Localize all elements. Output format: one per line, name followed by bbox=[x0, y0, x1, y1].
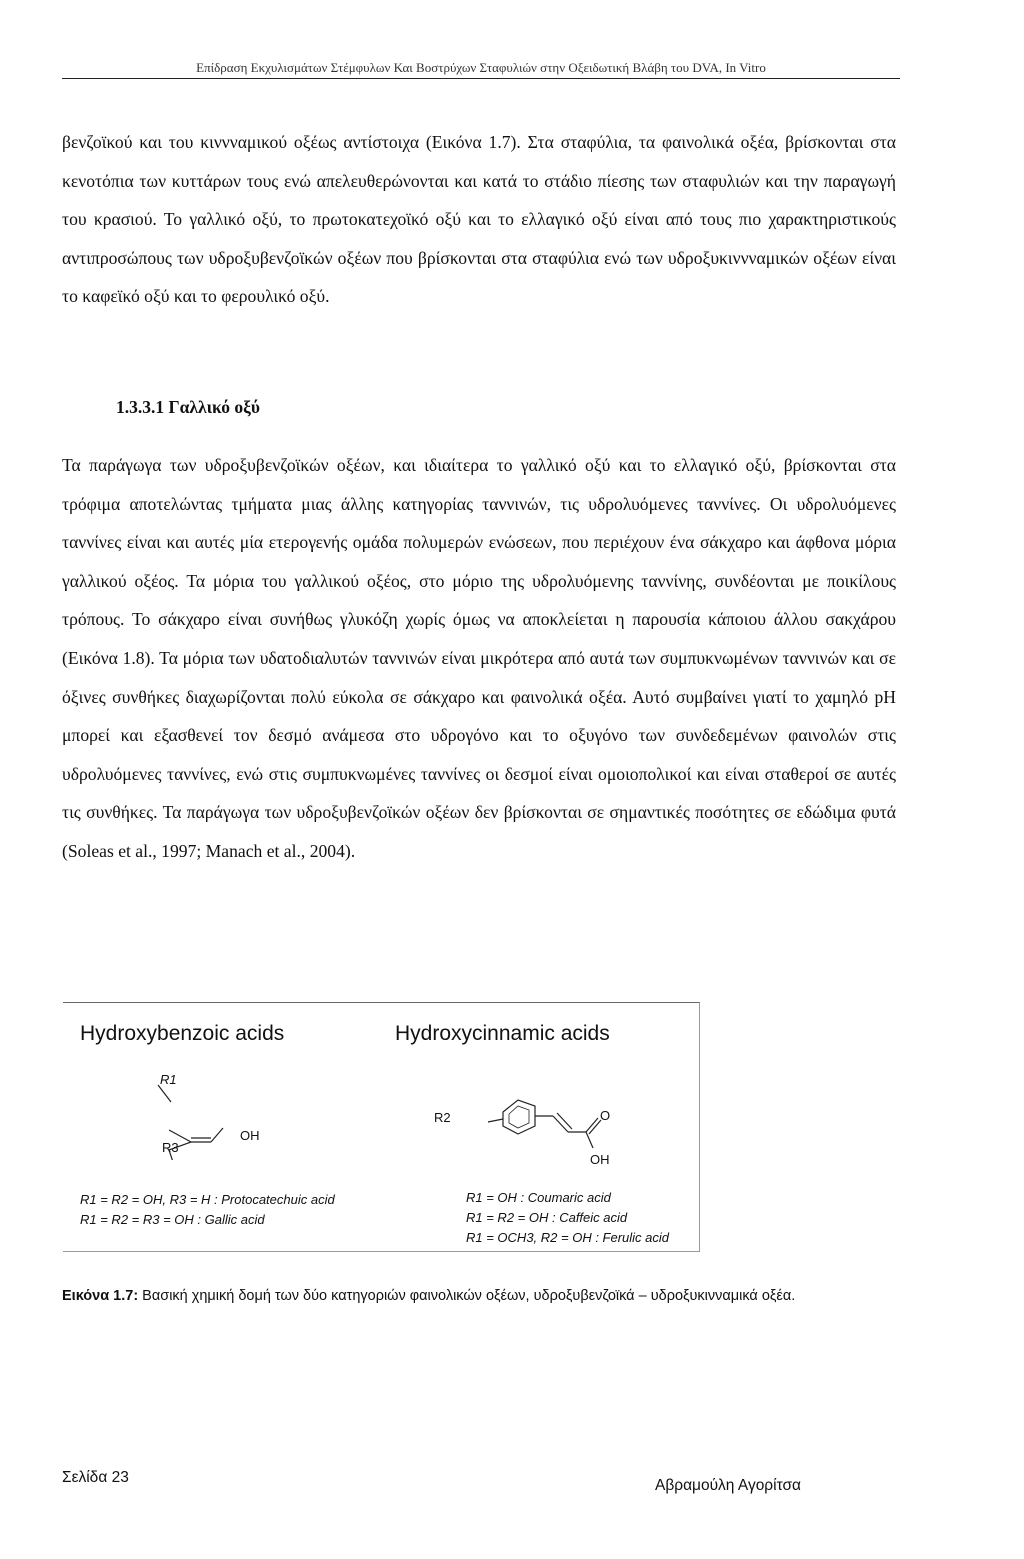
ring-bond-4 bbox=[211, 1128, 223, 1142]
figure-caption bbox=[62, 1285, 896, 1307]
label-oh-left: OH bbox=[240, 1128, 260, 1143]
figure-title-hydroxycinnamic: Hydroxycinnamic acids bbox=[395, 1022, 610, 1045]
header-rule bbox=[62, 78, 900, 79]
benzene-ring bbox=[503, 1100, 535, 1134]
running-header: Επίδραση Εκχυλισμάτων Στέμφυλων Και Βοστρύχων Σταφυλιών στην Οξειδωτική Βλάβη του DVA, In Vitro bbox=[196, 60, 766, 75]
label-r3: R3 bbox=[162, 1140, 179, 1155]
label-r2: R2 bbox=[434, 1110, 451, 1125]
label-caffeic: R1 = R2 = OH : Caffeic acid bbox=[466, 1210, 628, 1225]
label-protocatechuic: R1 = R2 = OH, R3 = H : Protocatechuic acid bbox=[80, 1192, 335, 1207]
section-heading: 1.3.3.1 Γαλλικό οξύ bbox=[116, 397, 260, 417]
r1-bond bbox=[158, 1085, 171, 1102]
r2-bond bbox=[488, 1119, 503, 1122]
label-r1: R1 bbox=[160, 1072, 177, 1087]
label-ferulic: R1 = OCH3, R2 = OH : Ferulic acid bbox=[466, 1230, 670, 1245]
caption-label: Εικόνα 1.7: bbox=[62, 1288, 139, 1304]
author-name: Αβραμούλη Αγορίτσα bbox=[655, 1477, 802, 1494]
chain-bond-2 bbox=[553, 1116, 568, 1132]
label-oh-right: OH bbox=[590, 1152, 610, 1167]
caption-text: Βασική χημική δομή των δύο κατηγοριών φαινολικών οξέων, υδροξυβενζοϊκά – υδροξυκινναμικά οξέα. bbox=[138, 1288, 796, 1304]
body-paragraph-1: βενζοϊκού και του κιννναμικού οξέως αντίστοιχα (Εικόνα 1.7). Στα σταφύλια, τα φαινολικά οξέα, βρίσκονται στα κενοτόπια των κυττάρων τους ενώ απελευθερώνονται και κατά το στάδιο πίεσης των σταφυλιών και την παραγωγή του κρασιού. Το γαλλικό οξύ, το πρωτοκατεχοϊκό οξύ και το ελλαγικό οξύ είναι από τους πιο χαρακτηριστικούς αντιπροσώπους των υδροξυβενζοϊκών οξέων που βρίσκονται στα σταφύλια ενώ των υδροξυκιννναμικών οξέων είναι το καφεϊκό οξύ και το φερουλικό οξύ. bbox=[62, 132, 896, 307]
page-number: Σελίδα 23 bbox=[62, 1469, 129, 1486]
hydroxyl-bond bbox=[586, 1132, 593, 1148]
figure-title-hydroxybenzoic: Hydroxybenzoic acids bbox=[80, 1022, 285, 1045]
benzene-inner-ring bbox=[509, 1106, 529, 1128]
chemical-structures-diagram bbox=[63, 1050, 699, 1160]
body-paragraph-2: Τα παράγωγα των υδροξυβενζοϊκών οξέων, και ιδιαίτερα το γαλλικό οξύ και το ελλαγικό οξύ, βρίσκονται στα τρόφιμα αποτελώντας τμήματα μιας άλλης κατηγορίας ταννινών, τις υδρολυόμενες ταννίνες. Οι υδρολυόμενες ταννίνες είναι και αυτές μία ετερογενής ομάδα πολυμερών ενώσεων, που περιέχουν ένα σάκχαρο και άφθονα μόρια γαλλικού οξέος. Τα μόρια του γαλλικού οξέος, στο μόριο της υδρολυόμενης ταννίνης, συνδέονται με ποικίλους τρόπους. Το σάκχαρο είναι συνήθως γλυκόζη χωρίς όμως να αποκλείεται η παρουσία κάποιου άλλου σακχάρου (Εικόνα 1.8). Τα μόρια των υδατοδιαλυτών ταννινών είναι μικρότερα από αυτά των συμπυκνωμένων ταννινών και σε όξινες συνθήκες διαχωρίζονται πολύ εύκολα σε σάκχαρο και φαινολικά οξέα. Αυτό συμβαίνει γιατί το χαμηλό pH μπορεί και εξασθενεί τον δεσμό ανάμεσα στο υδρογόνο και το οξυγόνο των συνδεδεμένων φαινολών στις υδρολυόμενες ταννίνες, ενώ στις συμπυκνωμένες ταννίνες οι δεσμοί είναι ομοιοπολικοί και είναι σταθεροί σε αυτές τις συνθήκες. Τα παράγωγα των υδροξυβενζοϊκών οξέων δεν βρίσκονται σε σημαντικές ποσότητες σε εδώδιμα φυτά (Soleas et al., 1997; Manach et al., 2004). bbox=[62, 455, 896, 861]
label-coumaric: R1 = OH : Coumaric acid bbox=[466, 1190, 611, 1205]
label-gallic: R1 = R2 = R3 = OH : Gallic acid bbox=[80, 1212, 265, 1227]
chain-double-bond bbox=[557, 1113, 572, 1129]
figure-bottom-rule bbox=[63, 1251, 699, 1252]
label-o: O bbox=[600, 1108, 611, 1123]
